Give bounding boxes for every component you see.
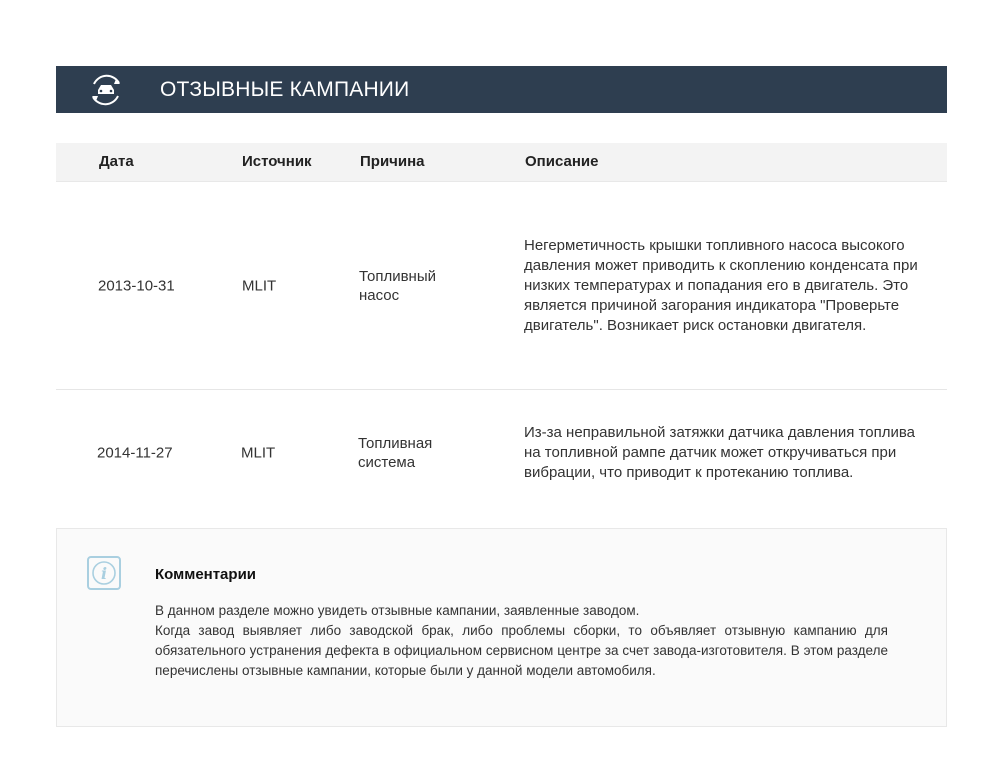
description-cell: Негерметичность крышки топливного насоса высокого давления может приводить к скоплению конденсата при низких температурах и попадания его в двигатель. Это является причиной загорания индикатора "Проверьте двигатель". Возникает риск остановки двигателя. (524, 236, 918, 334)
comments-text (155, 601, 888, 681)
info-icon (87, 556, 121, 590)
comments-title: Комментарии (155, 566, 257, 583)
column-reason: Причина (360, 153, 425, 170)
reason-cell: Топливный насос (359, 267, 436, 304)
comments-line: В данном разделе можно увидеть отзывные кампании, заявленные заводом. (155, 603, 640, 618)
reason-cell: Топливная система (358, 434, 433, 471)
date-cell: 2013-10-31 (98, 277, 175, 294)
column-source: Источник (242, 153, 312, 170)
column-description: Описание (525, 153, 599, 170)
table-row (56, 182, 947, 390)
svg-text:i: i (100, 564, 108, 583)
table-header (56, 143, 947, 182)
description-cell: Из-за неправильной затяжки датчика давления топлива на топливной рампе датчик может откручиваться при вибрации, что приводит к протеканию топлива. (524, 423, 916, 481)
table-row (56, 390, 947, 515)
source-cell: MLIT (241, 444, 276, 461)
column-date: Дата (99, 153, 134, 170)
car-recall-icon (86, 70, 126, 110)
comments-paragraph: Когда завод выявляет либо заводской брак, либо проблемы сборки, то объявляет отзывную кампанию для обязательного устранения дефекта в официальном сервисном центре за счет завода-изготовителя. В этом разделе перечислены отзывные кампании, которые были у данной модели автомобиля. (155, 623, 888, 678)
page-title: ОТЗЫВНЫЕ КАМПАНИИ (160, 77, 410, 101)
source-cell: MLIT (242, 277, 277, 294)
date-cell: 2014-11-27 (97, 444, 173, 461)
comments-panel (56, 528, 947, 727)
section-header (56, 66, 947, 113)
